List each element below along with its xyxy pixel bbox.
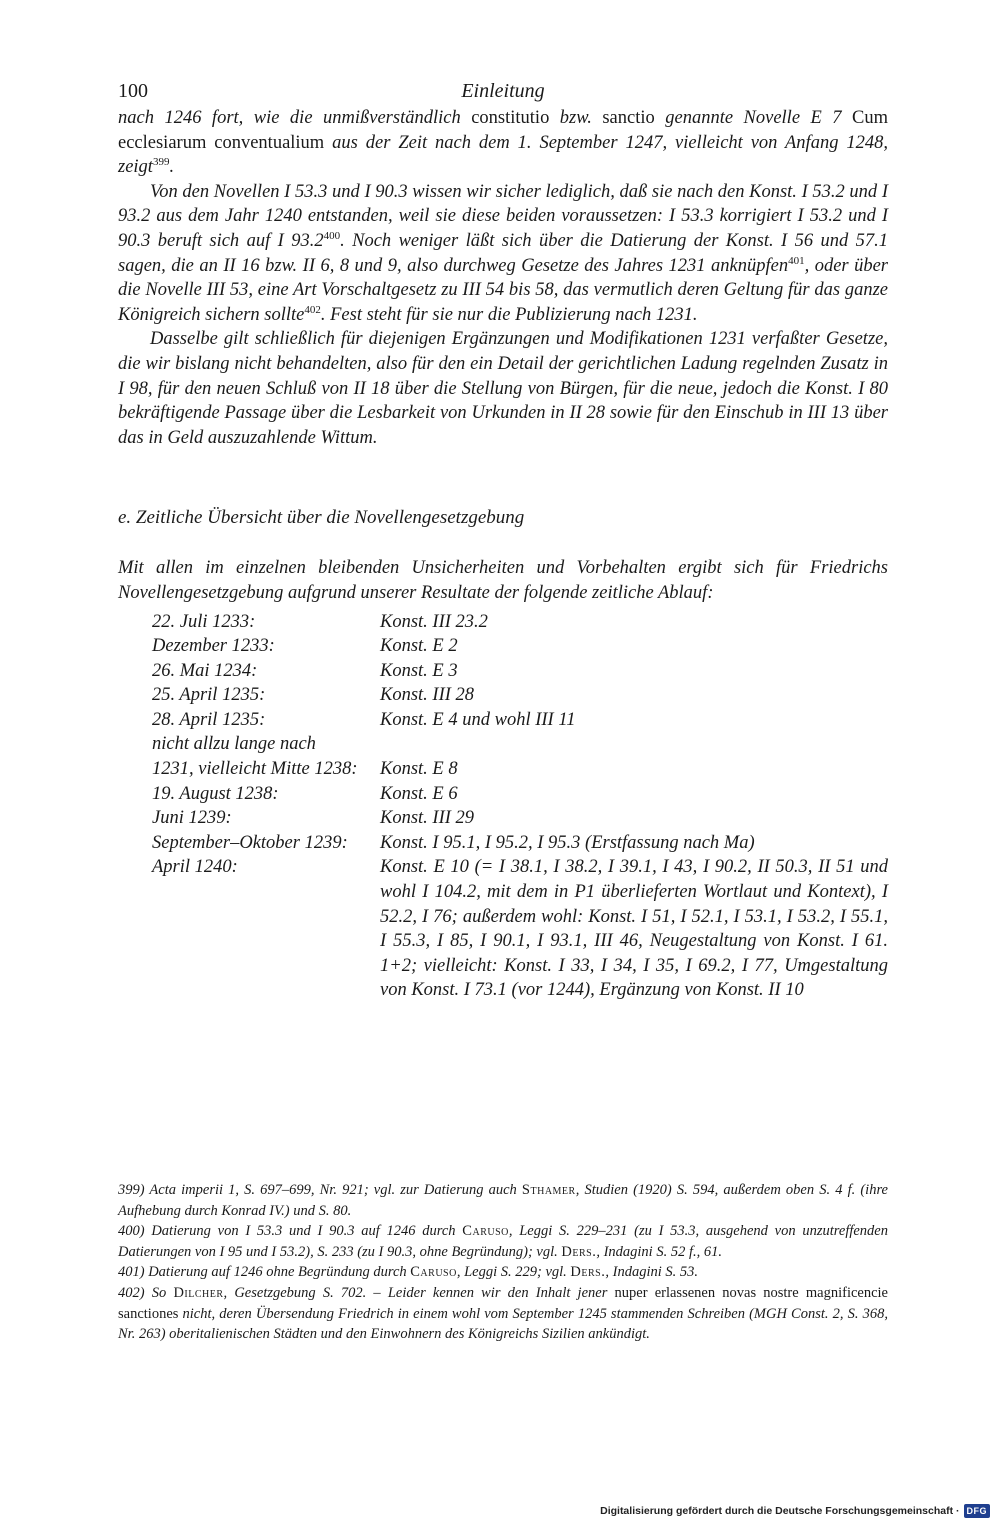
chronology-reference: Konst. III 29 — [380, 808, 475, 829]
chronology-date: 19. August 1238: — [152, 783, 279, 804]
chronology-date: 1231, vielleicht Mitte 1238: — [152, 759, 358, 780]
paragraph-2: Von den Novellen I 53.3 und I 90.3 wissen wir sicher lediglich, daß sie nach den Konst. I 53.2 und I 93.2 aus dem Jahr 1240 entstanden, weil sie diese beiden voraussetzen: I 53.3 korrigiert I 53.2 und I 90.3 beruft sich auf I 93.2$^{400}$. Noch weniger läßt sich über die Datierung der Konst. I 56 und 57.1 sagen, die an II 16 bzw. II 6, 8 und 9, also durchweg Gesetze des Jahres 1231 anknüpfen$^{401}$, oder über die Novelle III 53, eine Art Vorschaltgesetz zu III 54 bis 58, das vermutlich deren Geltung für das ganze Königreich sichern sollte$^{402}$. Fest steht für sie nur die Publizierung nach 1231. — [118, 181, 889, 325]
chronology-list — [118, 610, 888, 1004]
chronology-date: Juni 1239: — [152, 808, 232, 829]
chronology-row — [118, 806, 888, 831]
chronology-reference: Konst. E 2 — [380, 636, 458, 657]
chronology-row — [118, 708, 888, 733]
section-heading: e. Zeitliche Übersicht über die Novellengesetzgebung — [118, 507, 525, 529]
chronology-reference: Konst. E 10 (= I 38.1, I 38.2, I 39.1, I 43, I 90.2, II 50.3, II 51 und wohl I 104.2, mit dem in P1 überlieferten Wortlaut und Kontext), I 52.2, I 76; außerdem wohl: Konst. I 51, I 52.1, I 53.1, I 53.2, I 55.1, I 55.3, I 85, I 90.1, I 93.1, III 46, Neugestaltung von Konst. I 61. 1+2; vielleicht: Konst. I 33, I 34, I 35, I 69.2, I 77, Umgestaltung von Konst. I 73.1 (vor 1244), Ergänzung von Konst. II 10 — [380, 857, 888, 1001]
chronology-reference: Konst. E 4 und wohl III 11 — [380, 709, 576, 730]
paragraph-3: Dasselbe gilt schließlich für diejenigen Ergänzungen und Modifikationen 1231 verfaßter Gesetze, die wir bislang nicht behandelten, also für den ein Detail der gerichtlichen Ladung regelnden Zusatz in I 98, für den neuen Schluß von II 18 über die Stellung von Bürgen, für die neue, jedoch die Konst. I 80 bekräftigende Passage über die Lesbarkeit von Urkunden in II 28 sowie für den Einschub in III 13 über das in Geld auszuzahlende Wittum. — [118, 329, 888, 448]
chronology-row — [118, 831, 888, 856]
chronology-reference: Konst. E 8 — [380, 759, 458, 780]
digitization-footer — [600, 1504, 990, 1518]
chronology-reference — [380, 732, 888, 757]
running-title: Einleitung — [461, 80, 545, 102]
chronology-date: 26. Mai 1234: — [152, 660, 258, 681]
chronology-date: Dezember 1233: — [152, 636, 275, 657]
chronology-row — [118, 782, 888, 807]
chronology-reference: Konst. I 95.1, I 95.2, I 95.3 (Erstfassung nach Ma) — [380, 832, 755, 853]
footnote-401: 401) Datierung auf 1246 ohne Begründung durch Caruso, Leggi S. 229; vgl. Ders., Indagini S. 53. — [118, 1264, 698, 1281]
footnote-399: 399) Acta imperii 1, S. 697–699, Nr. 921; vgl. zur Datierung auch Sthamer, Studien (1920) S. 594, außerdem oben S. 4 f. (ihre Aufhebung durch Konrad IV.) und S. 80. — [118, 1182, 888, 1219]
footnote-ref-400: 400 — [323, 229, 341, 242]
footnote-ref-399: 399 — [152, 156, 170, 169]
footnotes — [118, 1180, 888, 1345]
chronology-date: nicht allzu lange nach — [152, 734, 316, 755]
chronology-reference: Konst. E 3 — [380, 660, 458, 681]
chronology-row — [118, 757, 888, 782]
footnote-400: 400) Datierung von I 53.3 und I 90.3 auf 1246 durch Caruso, Leggi S. 229–231 (zu I 53.3, ausgehend von unzutreffenden Datierungen von I 95 und I 53.2), S. 233 (zu I 90.3, ohne Begründung); vgl. Ders., Indagini S. 52 f., 61. — [118, 1223, 888, 1260]
chronology-row — [118, 855, 888, 1003]
chronology-reference: Konst. III 23.2 — [380, 611, 488, 632]
chronology-date: 22. Juli 1233: — [152, 611, 256, 632]
chronology-row — [118, 610, 888, 635]
chronology-date: 25. April 1235: — [152, 685, 266, 706]
section-intro: Mit allen im einzelnen bleibenden Unsicherheiten und Vorbehalten ergibt sich für Friedrichs Novellengesetzgebung aufgrund unserer Resultate der folgende zeitliche Ablauf: — [118, 558, 888, 603]
chronology-reference: Konst. E 6 — [380, 783, 458, 804]
page-header — [118, 76, 888, 106]
chronology-row — [118, 659, 888, 684]
dfg-logo-icon: DFG — [964, 1504, 991, 1518]
chronology-row — [118, 732, 888, 757]
footnote-ref-402: 402 — [304, 303, 321, 316]
chronology-date: September–Oktober 1239: — [152, 832, 348, 853]
page-number: 100 — [118, 80, 148, 102]
chronology-reference: Konst. III 28 — [380, 685, 475, 706]
chronology-date: April 1240: — [152, 857, 238, 878]
digitization-text: Digitalisierung gefördert durch die Deutsche Forschungsgemeinschaft · — [600, 1505, 960, 1517]
page-content — [118, 76, 888, 1003]
chronology-date: 28. April 1235: — [152, 709, 266, 730]
footnote-402: 402) So Dilcher, Gesetzgebung S. 702. – Leider kennen wir den Inhalt jener nuper erlassenen novas nostre magnificencie sanctiones nicht, deren Übersendung Friedrich in einem wohl vom September 1245 stammenden Schreiben (MGH Const. 2, S. 368, Nr. 263) oberitalienischen Städten und den Einwohnern des Königreichs Sizilien ankündigt. — [118, 1284, 888, 1343]
footnote-ref-401: 401 — [788, 254, 805, 267]
chronology-row — [118, 634, 888, 659]
chronology-row — [118, 683, 888, 708]
paragraph-1: nach 1246 fort, wie die unmißverständlich constitutio bzw. sanctio genannte Novelle E 7 Cum ecclesiarum conventualium aus der Zeit nach dem 1. September 1247, vielleicht von Anfang 1248, zeigt$^{399}$. — [118, 108, 889, 178]
